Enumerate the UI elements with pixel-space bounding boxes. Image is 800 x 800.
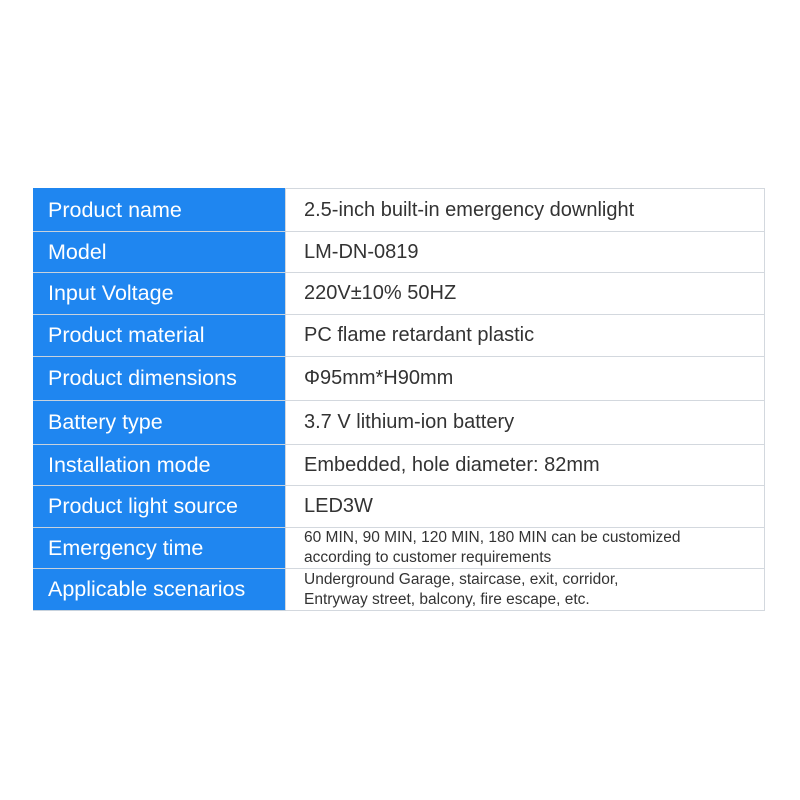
table-row-emergency-time [34,528,765,569]
row-value: Φ95mm*H90mm [286,357,765,401]
row-label: Product dimensions [34,357,286,401]
row-label: Model [34,232,286,273]
row-value-line: Entryway street, balcony, fire escape, etc. [304,590,590,608]
row-value [286,569,765,611]
row-value-line: according to customer requirements [304,549,552,566]
row-value: 3.7 V lithium-ion battery [286,401,765,445]
table-row-product-material [34,315,765,357]
spec-table [33,188,765,611]
table-row-installation-mode [34,445,765,486]
row-label: Battery type [34,401,286,445]
row-label: Product light source [34,486,286,528]
row-value: Embedded, hole diameter: 82mm [286,445,765,486]
row-label: Emergency time [34,528,286,569]
row-value: LM-DN-0819 [286,232,765,273]
row-value: 2.5-inch built-in emergency downlight [286,189,765,232]
row-label: Product name [34,189,286,232]
row-value: PC flame retardant plastic [286,315,765,357]
row-value-line: Underground Garage, staircase, exit, corridor, [304,570,619,588]
row-label: Applicable scenarios [34,569,286,611]
row-label: Input Voltage [34,273,286,315]
row-value [286,528,765,569]
row-label: Product material [34,315,286,357]
row-label: Installation mode [34,445,286,486]
table-row-input-voltage [34,273,765,315]
table-row-applicable-scenarios [34,569,765,611]
row-value-line: 60 MIN, 90 MIN, 120 MIN, 180 MIN can be customized [304,529,681,546]
table-row-model [34,232,765,273]
table-row-light-source [34,486,765,528]
row-value: 220V±10% 50HZ [286,273,765,315]
table-row-battery-type [34,401,765,445]
row-value: LED3W [286,486,765,528]
table-row-product-name [34,189,765,232]
table-row-product-dimensions [34,357,765,401]
